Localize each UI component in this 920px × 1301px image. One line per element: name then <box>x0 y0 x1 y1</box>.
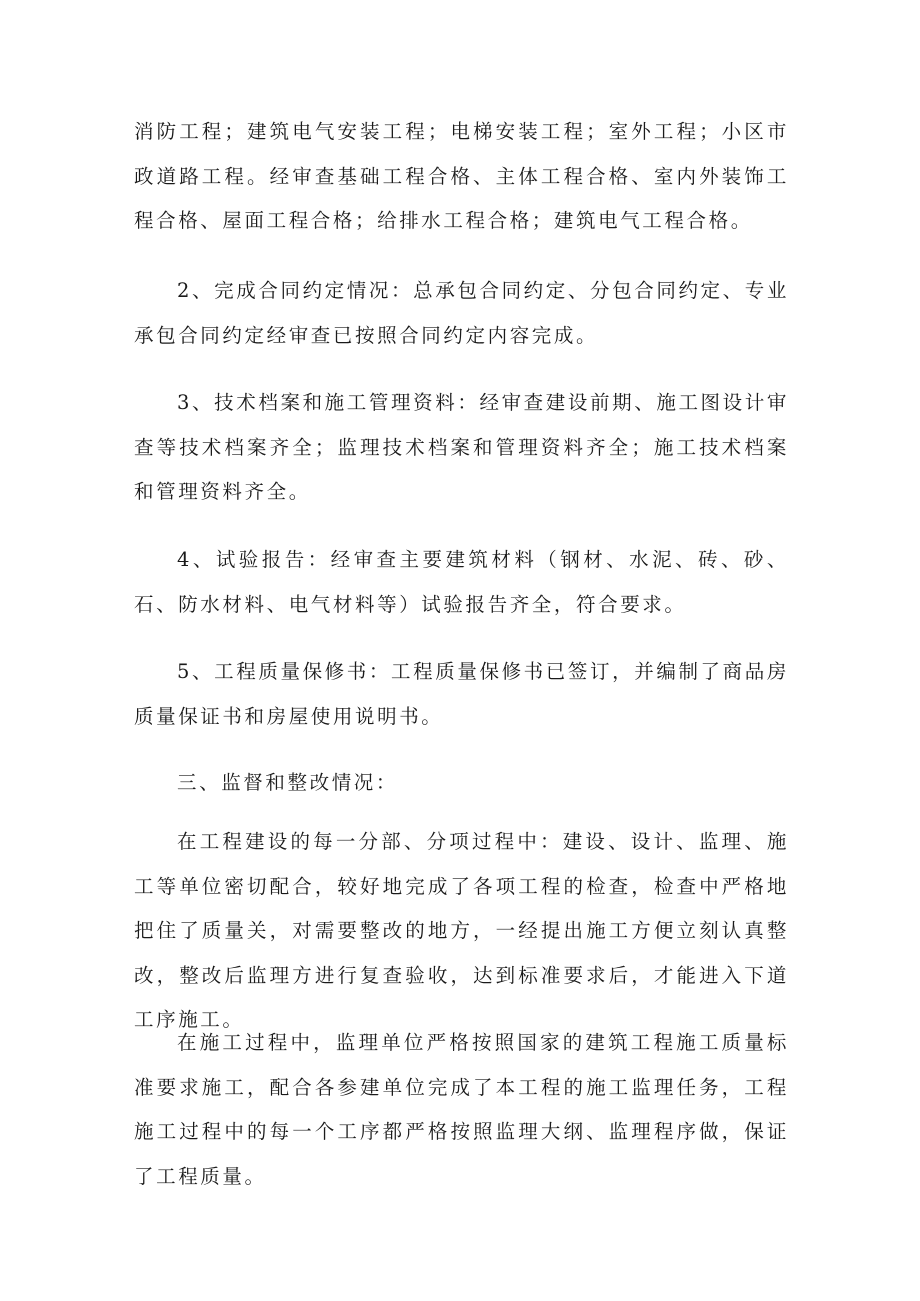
paragraph-technical-archives: 3、技术档案和施工管理资料：经审查建设前期、施工图设计审查等技术档案齐全；监理技术档案和管理资料齐全；施工技术档案和管理资料齐全。 <box>134 391 789 503</box>
paragraph-warranty: 5、工程质量保修书：工程质量保修书已签订，并编制了商品房质量保证书和房屋使用说明书。 <box>134 660 789 728</box>
paragraph-rectification: 在工程建设的每一分部、分项过程中：建设、设计、监理、施工等单位密切配合，较好地完成了各项工程的检查，检查中严格地把住了质量关，对需要整改的地方，一经提出施工方便立刻认真整改，整改后监理方进行复查验收，达到标准要求后，才能进入下道工序施工。 <box>134 830 789 1031</box>
paragraph-continuation-acceptance: 消防工程；建筑电气安装工程；电梯安装工程；室外工程；小区市政道路工程。经审查基础工程合格、主体工程合格、室内外装饰工程合格、屋面工程合格；给排水工程合格；建筑电气工程合格。 <box>134 120 789 232</box>
paragraph-contract-completion: 2、完成合同约定情况：总承包合同约定、分包合同约定、专业承包合同约定经审查已按照合同约定内容完成。 <box>134 279 789 347</box>
paragraph-test-reports: 4、试验报告：经审查主要建筑材料（钢材、水泥、砖、砂、石、防水材料、电气材料等）试验报告齐全，符合要求。 <box>134 548 789 616</box>
paragraph-construction-supervision: 在施工过程中，监理单位严格按照国家的建筑工程施工质量标准要求施工，配合各参建单位完成了本工程的施工监理任务，工程施工过程中的每一个工序都严格按照监理大纲、监理程序做，保证了工程质量。 <box>134 1031 789 1188</box>
section-heading-supervision: 三、监督和整改情况： <box>177 771 399 794</box>
